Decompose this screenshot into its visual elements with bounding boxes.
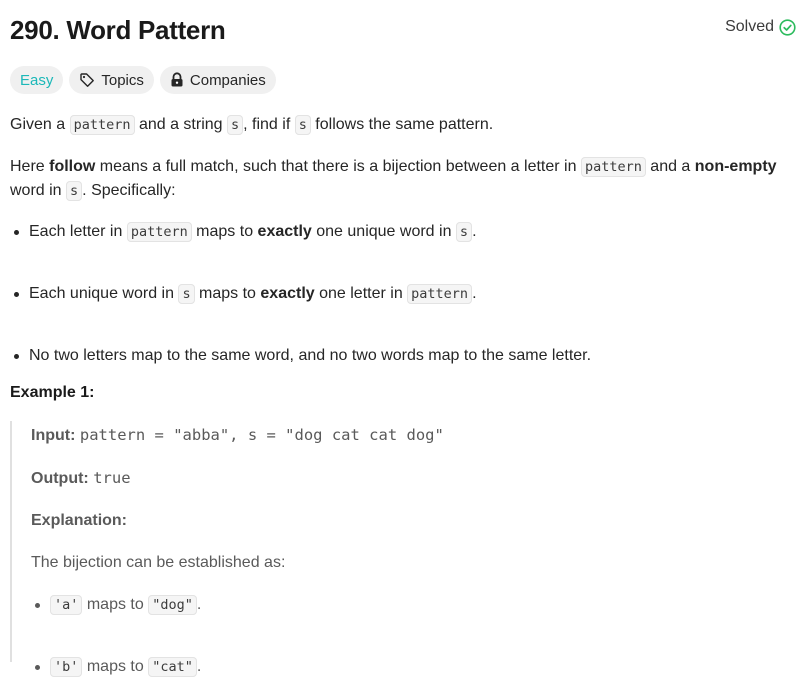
- list-item: [10, 282, 790, 306]
- text: No two letters map to the same word, and no two words map to the same letter.: [29, 347, 592, 364]
- check-circle-icon: [779, 19, 796, 36]
- text: .: [196, 658, 202, 675]
- list-item: [10, 220, 790, 244]
- difficulty-label: Easy: [20, 71, 54, 89]
- inline-code: s: [295, 115, 311, 135]
- example-title: Example 1:: [10, 384, 95, 401]
- explanation-label: Explanation:: [31, 512, 128, 529]
- text: Each unique word in: [29, 285, 179, 302]
- text: . Specifically:: [82, 182, 176, 199]
- explanation-text: The bijection can be established as:: [31, 554, 286, 571]
- input-label: Input:: [31, 427, 76, 444]
- solved-label: Solved: [725, 18, 774, 35]
- inline-code: "dog": [148, 595, 197, 615]
- output-label: Output:: [31, 470, 89, 487]
- text: and a: [645, 158, 695, 175]
- list-item: [31, 593, 201, 617]
- solved-status: [725, 18, 796, 36]
- inline-code: "cat": [148, 657, 197, 677]
- lock-icon: [170, 72, 184, 88]
- text: .: [196, 596, 202, 613]
- text: .: [472, 223, 477, 240]
- text: word in: [10, 182, 67, 199]
- example-input: [31, 423, 444, 448]
- text: one letter in: [314, 285, 408, 302]
- tag-icon: [79, 72, 95, 88]
- text: Each letter in: [29, 223, 127, 240]
- text: means a full match, such that there is a bijection between a letter in: [95, 158, 581, 175]
- companies-label: Companies: [189, 71, 266, 89]
- mapping-list: [31, 593, 202, 675]
- example-output: [31, 466, 131, 491]
- bold-text: non-empty: [694, 158, 777, 175]
- text: Here: [10, 158, 50, 175]
- text: , find if: [243, 116, 295, 133]
- text: maps to: [191, 223, 258, 240]
- inline-code: pattern: [70, 115, 135, 135]
- example-explanation: [31, 509, 127, 533]
- text: one unique word in: [311, 223, 456, 240]
- output-value: true: [93, 469, 131, 487]
- inline-code: s: [178, 284, 194, 304]
- text: maps to: [194, 285, 261, 302]
- inline-code: pattern: [581, 157, 646, 177]
- problem-title: 290. Word Pattern: [10, 15, 226, 45]
- description-paragraph-1: [10, 113, 493, 137]
- topics-button[interactable]: [69, 66, 154, 94]
- difficulty-badge: [10, 66, 63, 94]
- bold-text: exactly: [260, 285, 315, 302]
- text: follows the same pattern.: [310, 116, 494, 133]
- description-paragraph-2: [10, 155, 780, 203]
- bold-text: exactly: [257, 223, 312, 240]
- list-item: [10, 344, 790, 368]
- text: Given a: [10, 116, 70, 133]
- inline-code: pattern: [407, 284, 472, 304]
- inline-code: s: [66, 181, 82, 201]
- topics-label: Topics: [101, 71, 144, 89]
- tag-row: [10, 66, 276, 94]
- text: maps to: [82, 596, 149, 613]
- companies-button[interactable]: [160, 66, 276, 94]
- rules-list: [10, 220, 790, 364]
- inline-code: s: [456, 222, 472, 242]
- text: maps to: [82, 658, 149, 675]
- bold-text: follow: [49, 158, 96, 175]
- inline-code: 'a': [50, 595, 82, 615]
- example-block: [10, 421, 790, 675]
- problem-header: [10, 12, 800, 52]
- text: .: [472, 285, 477, 302]
- input-value: pattern = "abba", s = "dog cat cat dog": [79, 426, 444, 444]
- text: and a string: [134, 116, 227, 133]
- inline-code: pattern: [127, 222, 192, 242]
- inline-code: 'b': [50, 657, 82, 677]
- list-item: [31, 655, 201, 679]
- inline-code: s: [227, 115, 243, 135]
